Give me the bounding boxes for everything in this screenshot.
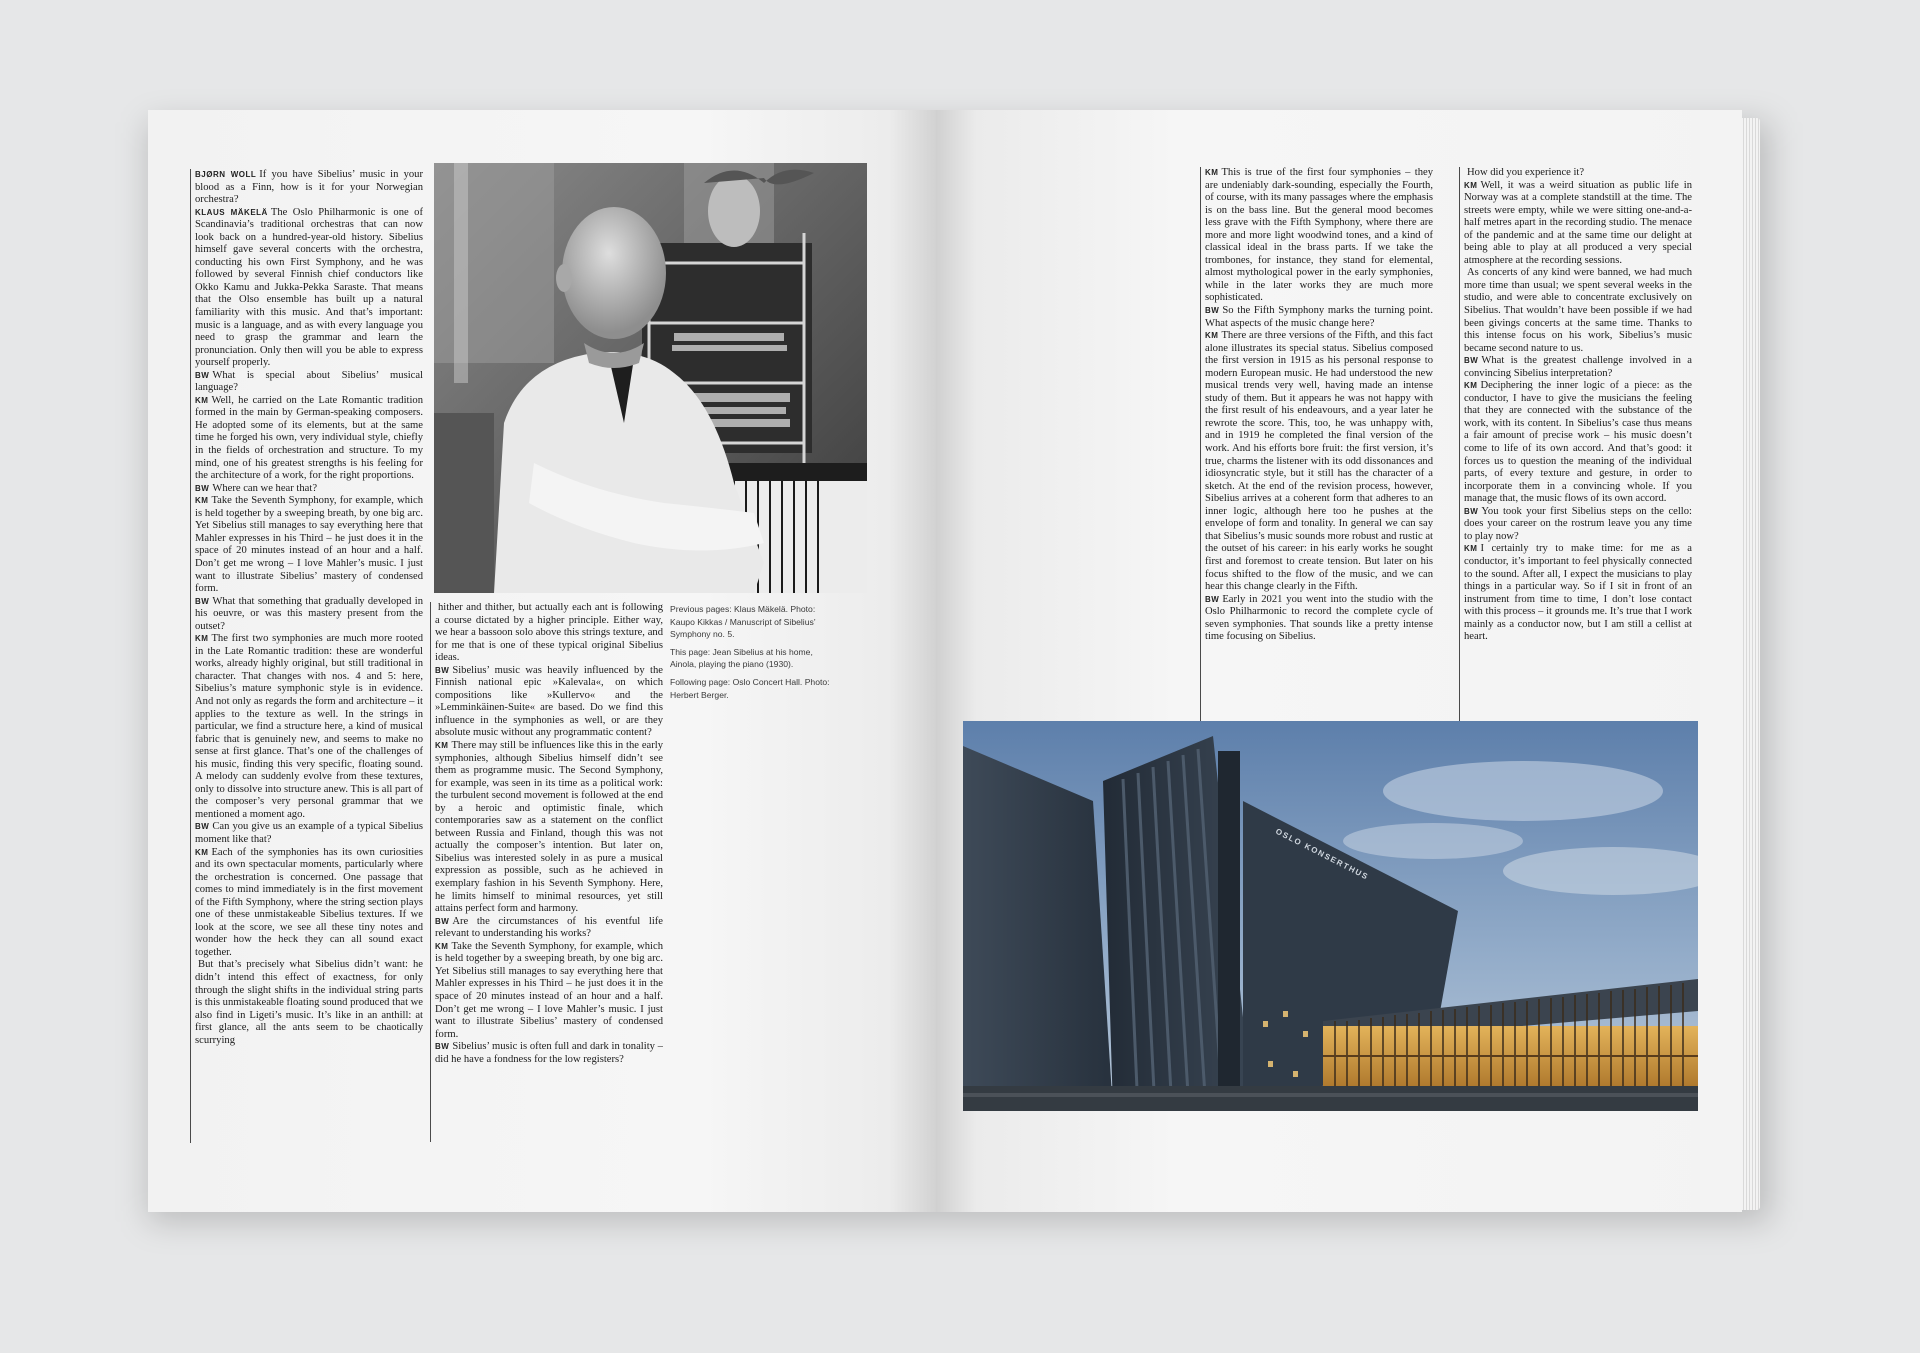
paragraph-text: Early in 2021 you went into the studio with the Oslo Philharmonic to record the complete cycle of seven symphonies. That sounds like a pretty intense time focusing on Sibelius. (1205, 593, 1433, 643)
paragraph (1464, 167, 1692, 180)
speaker-label: BW (195, 370, 210, 380)
paragraph-text: Are the circumstances of his eventful life relevant to understanding his works? (435, 915, 663, 940)
paragraph (1464, 380, 1692, 505)
paragraph (435, 665, 663, 740)
paragraph-text: There are three versions of the Fifth, and this fact alone illustrates its special status. Sibelius composed the first version in 1915 as his personal response to modern European music. He had understood the new musical trends very well, having made an intense study of them. But it appears he was not happy with the first result of his endeavours, and a year later he rewrote the score. This, too, he was unhappy with, and in 1919 he completed the final version of the work. And his efforts bore fruit: the first version, it’s true, charms the listener with its odd dissonances and idiosyncratic style, but it still has the character of a sketch. At the end of the revision process, however, Sibelius arrives at a coherent form that adheres to an inner logic, although here too he pushes at the envelope of form and tonality. In general we can say that Sibelius’s music sounds more robust and rustic at the outset of his career: in his early works he sought first and foremost to create tension. But later on his focus shifted to the flow of the music, and we can hear this change clearly in the Fifth. (1205, 330, 1433, 593)
speaker-label: BW (195, 483, 210, 493)
speaker-label: BW (1464, 506, 1479, 516)
speaker-label: KM (195, 847, 209, 857)
speaker-label: KM (195, 634, 209, 644)
speaker-label: KM (1464, 544, 1478, 554)
paragraph (1205, 594, 1433, 644)
left-page (148, 110, 936, 1212)
article-column-2 (430, 602, 663, 1142)
paragraph (435, 916, 663, 941)
concert-hall-illustration (963, 721, 1698, 1111)
article-column-3 (1200, 167, 1433, 813)
speaker-label: KM (195, 395, 209, 405)
paragraph-text: You took your first Sibelius steps on the cello: does your career on the rostrum leave you any time to play now? (1464, 505, 1692, 542)
building-sign: OSLO KONSERTHUS (1274, 826, 1371, 882)
paragraph-text: As concerts of any kind were banned, we had much more time than usual; we spent several weeks in the studio, and were able to concentrate exclusively on Sibelius. That wouldn’t have been possible if we had been givings concerts at the same time. Thanks to this intense focus on his work, Sibelius’s music became second nature to us. (1464, 267, 1692, 354)
caption-following-page: Following page: Oslo Concert Hall. Photo: Herbert Berger. (670, 676, 830, 700)
paragraph-text: hither and thither, but actually each ant is following a course dictated by a higher principle. Either way, we hear a bassoon solo above this strings texture, and for me that is one of these typical original Sibelius ideas. (435, 602, 663, 664)
right-page (936, 110, 1742, 1212)
paragraph-text: What that something that gradually developed in his oeuvre, or was this mastery present from the outset? (195, 595, 423, 632)
sibelius-piano-photo (434, 163, 867, 593)
speaker-label: KM (1464, 180, 1478, 190)
paragraph-text: So the Fifth Symphony marks the turning point. What aspects of the music change here? (1205, 305, 1433, 329)
paragraph-text: The Oslo Philharmonic is one of Scandinavia’s traditional orchestras that can now look back on a hundred-year-old history. Sibelius himself gave several concerts with the orchestra, conducting his own First Symphony, and he was followed by several Finnish chief conductors like Okko Kamu and Jukka-Pekka Saraste. That means that the Olso ensemble has built up a natural familiarity with this music. And that’s important: music is a language, and as with every language you need to grasp the grammar and learn the pronunciation. Only then will you be able to express yourself properly. (195, 206, 423, 369)
paragraph (195, 847, 423, 960)
paragraph (1205, 305, 1433, 330)
speaker-label: BW (1205, 594, 1220, 604)
paragraph-text: The first two symphonies are much more rooted in the Late Romantic tradition: these are wonderful works, already highly original, but still traditional in character. That changes with nos. 4 and 5: here, Sibelius’s mature symphonic style is in evidence. And not only as regards the form and architecture – it applies to the texture as well. In the strings in particular, we find a structure here, a kind of musical fabric that is genuinely new, and seems to make no sense at first glance. That’s one of the challenges of his music, finding this very specific, floating sound. A melody can suddenly evolve from these textures, only to dissolve into structure anew. This is all part of the composer’s very personal grammar that we mentioned a moment ago. (195, 633, 423, 820)
speaker-label: BW (195, 596, 210, 606)
speaker-label: BW (1464, 356, 1479, 366)
speaker-label: BW (435, 916, 450, 926)
paragraph-text: What is special about Sibelius’ musical language? (195, 369, 423, 394)
paragraph (195, 370, 423, 395)
paragraph-text: Well, it was a weird situation as public life in Norway was at a complete standstill at the time. The streets were empty, while we were sitting one-and-a-half metres apart in the recording studio. The menace of the pandemic and at the same time our delight at being able to play at all produced a very special atmosphere at the recording sessions. (1464, 179, 1692, 266)
paragraph-text: Deciphering the inner logic of a piece: as the conductor, I have to give the musicians the feeling that they are connected with the substance of the work, with its content. In Sibelius’s case thus means a fair amount of precise work – his music doesn’t come to life of its own accord. And that’s good: it forces us to question the meaning of the individual parts, of every texture and gesture, in order to incorporate them in a convincing whole. If you manage that, the music flows of its own accord. (1464, 380, 1692, 505)
paragraph (435, 941, 663, 1041)
caption-this-page: This page: Jean Sibelius at his home, Ainola, playing the piano (1930). (670, 646, 813, 670)
paragraph-text: Each of the symphonies has its own curiosities and its own spectacular moments, particularly where the orchestration is concerned. One passage that comes to mind immediately is in the first movement of the Fifth Symphony, where the string section plays one of these unmistakeable Sibelius textures. If we look at the score, we see all these tiny notes and wonder how the heck they can all sound exact together. (195, 846, 423, 958)
speaker-label: BJØRN WOLL (195, 170, 257, 179)
paragraph-text: Sibelius’ music was heavily influenced by the Finnish national epic »Kalevala«, on which compositions like »Kullervo« and the »Lemminkäinen-Suite« are based. Do we find this influence in the symphonies as well, or are they absolute music without any programmatic content? (435, 664, 663, 739)
paragraph (195, 207, 423, 370)
paragraph-text: Where can we hear that? (212, 482, 318, 494)
paragraph-text: How did you experience it? (1467, 167, 1585, 178)
speaker-label: BW (435, 665, 450, 675)
paragraph (1205, 167, 1433, 305)
paragraph-text: I certainly try to make time: for me as a conductor, it’s important to feel physically connected to the sound. After all, I expect the musicians to play things in a particular way. So if I sit in front of an instrument from time to time, I don’t lose contact with this process – it grounds me. It’s true that I work mainly as a conductor now, but I am still a cellist at heart. (1464, 543, 1692, 643)
paragraph-text: Sibelius’ music is often full and dark in tonality – did he have a fondness for the low registers? (435, 1041, 663, 1065)
sibelius-photo-illustration (434, 163, 867, 593)
paragraph-text: Well, he carried on the Late Romantic tradition formed in the main by German-speaking composers. He adopted some of its elements, but at the same time he forged his own, very individual style, chiefly in the fields of orchestration and structure. To my mind, one of his greatest strengths is his feeling for the architecture of a work, for the right proportions. (195, 394, 423, 482)
speaker-label: KM (1205, 168, 1219, 177)
speaker-label: KM (195, 496, 209, 506)
paragraph-text: Can you give us an example of a typical Sibelius moment like that? (195, 821, 423, 845)
paragraph-text: There may still be influences like this in the early symphonies, although Sibelius himself didn’t see them as programme music. The Second Symphony, for example, was seen in its time as a political work: the turbulent second movement is followed at the end by a heroic and optimistic finale, which contemporaries saw as a statement on the conflict between Russia and Finland, though this was not actually the composer’s intention. But later on, Sibelius was interested solely in as pure a musical expression as possible, such as he achieved in exemplary fashion in his Seventh Symphony. Here, he limits himself to minimal resources, yet still attains perfect form and harmony. (435, 740, 663, 915)
paragraph (195, 483, 423, 496)
paragraph (1205, 330, 1433, 593)
paragraph (195, 633, 423, 821)
paragraph (195, 169, 423, 207)
speaker-label: KM (435, 741, 449, 751)
paragraph (195, 395, 423, 483)
photo-caption (670, 603, 840, 706)
paragraph-text: If you have Sibelius’ music in your blood as a Finn, how is it for your Norwegian orchestra? (195, 169, 423, 206)
paragraph (435, 1041, 663, 1066)
speaker-label: KLAUS MÄKELÄ (195, 207, 268, 217)
paragraph-text: But that’s precisely what Sibelius didn’t want: he didn’t intend this effect of exactness, for only through the slight shifts in the individual string parts is this unmistakeable floating sound produced that we also find in Ligeti’s music. It’s like in an anthill: at first glance, all the ants seem to be chaotically scurrying (195, 959, 423, 1046)
speaker-label: BW (195, 822, 210, 832)
paragraph (1464, 180, 1692, 268)
article-column-4 (1459, 167, 1692, 817)
caption-previous-pages: Previous pages: Klaus Mäkelä. Photo: Kaupo Kikkas / Manuscript of Sibelius’ Symphony no. 5. (670, 604, 816, 640)
article-column-1 (190, 169, 423, 1143)
paragraph (1464, 355, 1692, 380)
speaker-label: KM (435, 941, 449, 951)
oslo-concert-hall-photo (963, 721, 1698, 1111)
paragraph (1464, 506, 1692, 544)
speaker-label: KM (1464, 381, 1478, 391)
paragraph (195, 821, 423, 846)
paragraph (195, 495, 423, 595)
speaker-label: BW (1205, 306, 1220, 316)
speaker-label: KM (1205, 331, 1219, 341)
speaker-label: BW (435, 1042, 450, 1052)
paragraph (195, 959, 423, 1047)
paragraph-text: What is the greatest challenge involved in a convincing Sibelius interpretation? (1464, 355, 1692, 379)
paragraph (195, 596, 423, 634)
paragraph-text: Take the Seventh Symphony, for example, which is held together by a sweeping breath, by one big arc. Yet Sibelius still manages to say everything here that Mahler expresses in his Third – he just does it in the space of 20 minutes instead of an hour and a half. Don’t get me wrong – I love Mahler’s music. I just want to illustrate Sibelius’ mastery of condensed form. (435, 940, 663, 1040)
paragraph (435, 602, 663, 665)
paragraph (1464, 267, 1692, 355)
paragraph (1464, 543, 1692, 643)
paragraph (435, 740, 663, 916)
paragraph-text: This is true of the first four symphonies – they are undeniably dark-sounding, especially the Fourth, of course, with its many passages where the emphasis is on the bass line. But the general mood becomes less grave with the Fifth Symphony, where there are more and more light woodwind tones, and a kind of classical ideal in the brass parts. If we take the trombones, for instance, they stand for elemental, almost mythological power in the early symphonies, while in the later works they are much more sophisticated. (1205, 167, 1433, 304)
paragraph-text: Take the Seventh Symphony, for example, which is held together by a sweeping breath, by one big arc. Yet Sibelius still manages to say everything here that Mahler expresses in his Third – he just does it in the space of 20 minutes instead of an hour and a half. Don’t get me wrong – I love Mahler’s music. I just want to illustrate Sibelius’ mastery of condensed form. (195, 495, 423, 595)
